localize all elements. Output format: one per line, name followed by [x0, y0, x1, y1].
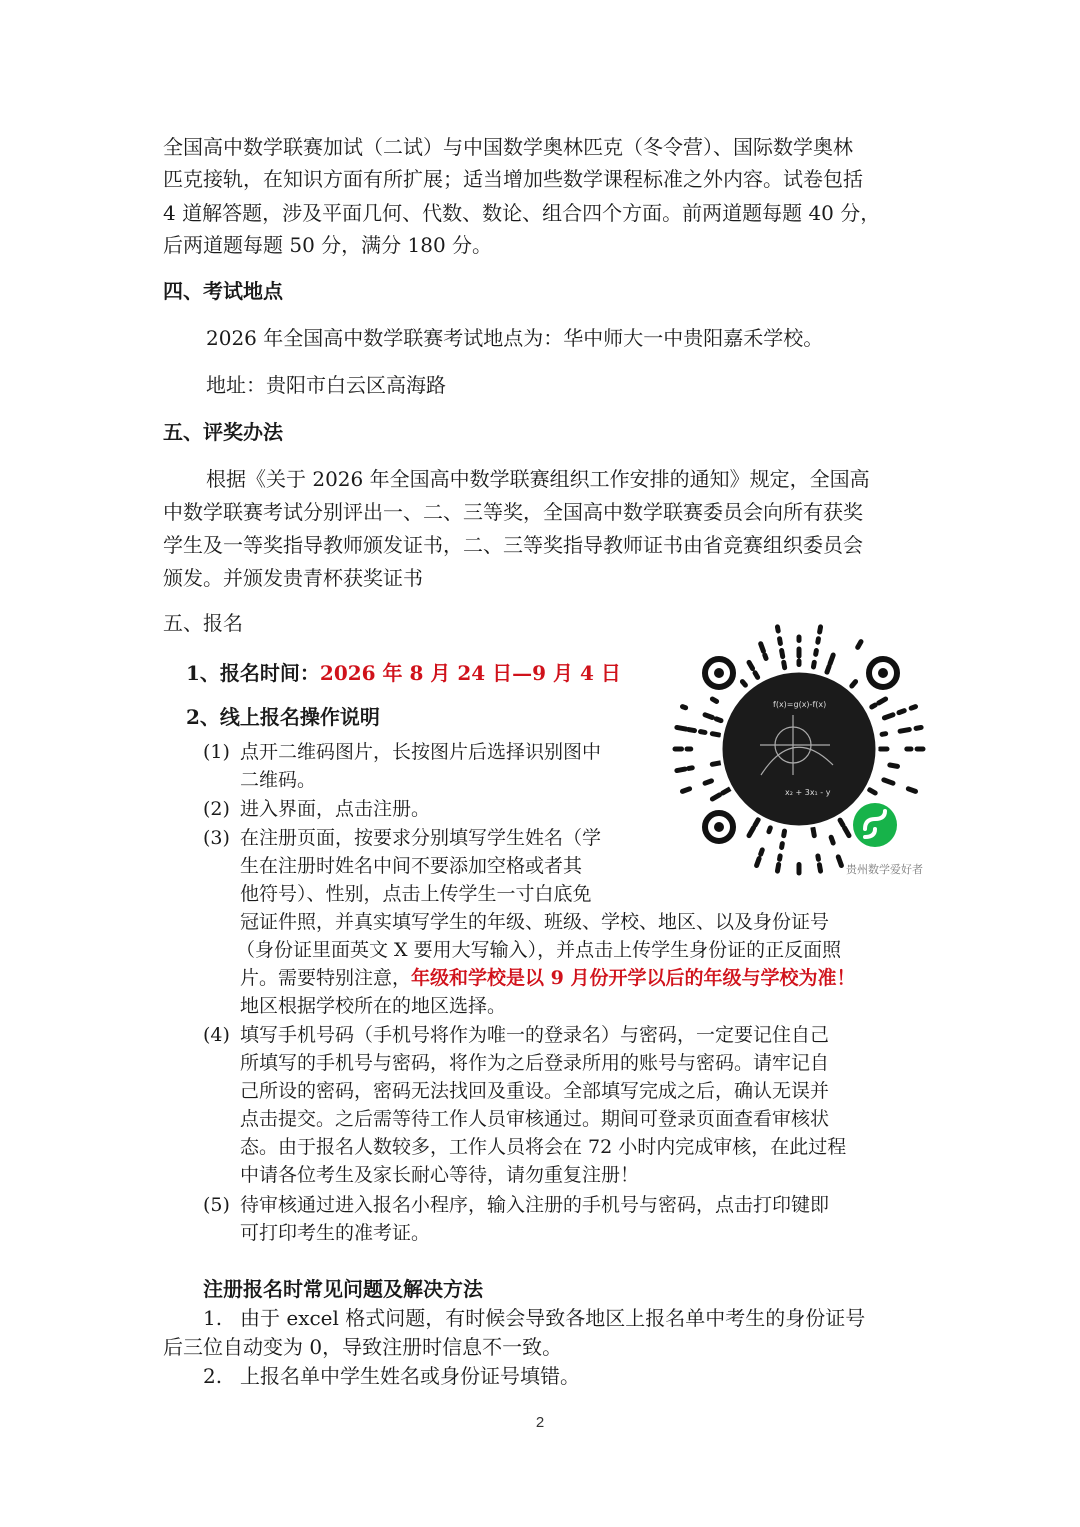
step-3-line-3: 他符号）、性别，点击上传学生一寸白底免 — [240, 883, 592, 905]
qr-dash — [761, 850, 763, 854]
step-3-line-6-text: 片。需要特别注意， — [240, 967, 412, 989]
step-3-number: (3) — [203, 827, 230, 849]
qr-dash — [845, 828, 849, 836]
qr-dash — [755, 673, 758, 678]
step-3-line-2: 生在注册时姓名中间不要添加空格或者其 — [240, 855, 583, 877]
reg-time-row — [186, 659, 621, 687]
qr-dash — [890, 765, 898, 766]
qr-dash — [712, 699, 716, 701]
qr-dash — [705, 715, 712, 718]
qr-dash — [818, 856, 819, 859]
step-5-line-1: 待审核通过进入报名小程序，输入注册的手机号与密码，点击打印键即 — [240, 1194, 830, 1216]
step-3-line-4: 冠证件照，并真实填写学生的年级、班级、学校、地区、以及身份证号 — [240, 911, 830, 933]
qr-dash — [820, 627, 821, 632]
qr-dash — [830, 655, 833, 664]
step-4-line-3: 己所设的密码，密码无法找回及重设。全部填写完成之后，确认无误并 — [240, 1080, 830, 1102]
qr-dash — [777, 864, 778, 871]
qr-dash — [784, 662, 785, 667]
qr-dash — [689, 768, 693, 769]
qr-finder-bottom-left — [705, 813, 733, 841]
award-line-3: 学生及一等奖指导教师颁发证书，二、三等奖指导教师证书由省竞赛组织委员会 — [163, 533, 863, 557]
qr-dash — [882, 734, 886, 735]
reg-time-label: 1、报名时间： — [186, 661, 320, 685]
faq-2-number: 2. — [203, 1364, 223, 1388]
qr-dash — [816, 651, 817, 655]
qr-dash — [749, 828, 754, 836]
qr-dash — [705, 781, 711, 783]
qr-dash — [879, 699, 886, 703]
qr-dash — [813, 828, 814, 835]
qr-dash — [852, 682, 856, 686]
qr-code-graphic — [665, 615, 933, 883]
qr-dash — [682, 789, 689, 792]
qr-dash — [900, 730, 909, 732]
qr-dash — [782, 651, 783, 657]
online-reg-label: 2、线上报名操作说明 — [186, 705, 380, 729]
reg-time-value: 2026 年 8 月 24 日—9 月 4 日 — [319, 661, 621, 685]
award-line-1: 根据《关于 2026 年全国高中数学联赛组织工作安排的通知》规定，全国高 — [206, 467, 870, 491]
qr-dash — [723, 788, 731, 793]
qr-finder-top-left — [705, 659, 733, 687]
qr-dash — [742, 682, 745, 686]
qr-dash — [677, 727, 686, 729]
qr-dash — [840, 820, 843, 825]
step-3-line-1: 在注册页面，按要求分别填写学生姓名（学 — [240, 827, 602, 849]
qr-dash — [755, 820, 758, 826]
qr-dash — [916, 727, 921, 728]
step-4-line-1: 填写手机号码（手机号将作为唯一的登录名）与密码，一定要记住自己 — [240, 1024, 830, 1046]
qr-formula-1: f(x)=g(x)-f(x) — [773, 700, 827, 709]
step-1-line-1: 点开二维码图片，长按图片后选择识别图中 — [240, 741, 602, 763]
faq-heading: 注册报名时常见问题及解决方法 — [203, 1277, 483, 1301]
mini-program-qr-code[interactable] — [665, 615, 933, 883]
step-4-line-5: 态。由于报名人数较多，工作人员将会在 72 小时内完成审核，在此过程 — [240, 1136, 847, 1158]
step-4-line-6: 中请各位考生及家长耐心等待，请勿重复注册！ — [240, 1164, 640, 1186]
qr-dash — [884, 780, 893, 783]
qr-finder-top-right — [869, 659, 897, 687]
step-5-line-2: 可打印考生的准考证。 — [240, 1222, 431, 1244]
qr-dash — [769, 828, 770, 832]
qr-dash — [884, 715, 893, 718]
qr-dash — [757, 859, 760, 866]
award-line-2: 中数学联赛考试分别评出一、二、三等奖，全国高中数学联赛委员会向所有获奖 — [163, 500, 863, 524]
qr-dash — [784, 831, 785, 836]
venue-text: 2026 年全国高中数学联赛考试地点为：华中师大一中贵阳嘉禾学校。 — [206, 326, 824, 350]
qr-dash — [712, 734, 719, 735]
qr-dash — [777, 627, 778, 631]
page-number: 2 — [535, 1414, 545, 1431]
qr-dash — [677, 769, 685, 770]
faq-2-line-1: 上报名单中学生姓名或身份证号填错。 — [240, 1364, 580, 1388]
award-line-4: 颁发。并颁发贵青杯获奖证书 — [163, 566, 423, 590]
qr-dash — [813, 662, 814, 667]
step-5-number: (5) — [203, 1194, 230, 1216]
qr-dash — [712, 763, 722, 765]
step-2-line-1: 进入界面，点击注册。 — [240, 798, 431, 820]
qr-dash — [899, 711, 904, 713]
qr-dash — [858, 642, 861, 648]
qr-dash — [838, 857, 841, 866]
step-3-line-7: 地区根据学校所在的地区选择。 — [240, 995, 507, 1017]
qr-dash — [765, 655, 766, 658]
qr-dash — [818, 639, 819, 643]
qr-dash — [870, 790, 876, 793]
faq-1-line-2: 后三位自动变为 0，导致注册时信息不一致。 — [163, 1335, 563, 1359]
qr-dash — [908, 789, 915, 792]
qr-dash — [749, 662, 753, 668]
step-2-number: (2) — [203, 798, 230, 820]
qr-dash — [712, 795, 719, 799]
qr-dash — [682, 707, 685, 708]
qr-formula-2: x₂ + 3x₁ - y — [785, 788, 831, 797]
intro-line-3: 4 道解答题，涉及平面几何、代数、数论、组合四个方面。前两道题每题 40 分， — [163, 201, 881, 225]
step-4-number: (4) — [203, 1024, 230, 1046]
step-3-emphasis: 年级和学校是以 9 月份开学以后的年级与学校为准！ — [411, 967, 856, 989]
step-4-line-4: 点击提交。之后需等待工作人员审核通过。期间可登录页面查看审核状 — [240, 1108, 830, 1130]
qr-dash — [872, 705, 875, 707]
qr-dash — [780, 856, 781, 859]
step-3-line-6 — [240, 964, 855, 992]
qr-watermark: 贵州数学爱好者 — [846, 863, 923, 876]
faq-1-line-1: 由于 excel 格式问题，有时候会导致各地区上报名单中考生的身份证号 — [240, 1306, 866, 1330]
step-1-number: (1) — [203, 741, 230, 763]
section-6-heading: 五、报名 — [163, 611, 243, 635]
address-text: 地址：贵阳市白云区高海路 — [206, 373, 446, 397]
step-3-line-5: （身份证里面英文 X 要用大写输入），并点击上传学生身份证的正反面照 — [236, 939, 842, 961]
faq-1-number: 1. — [203, 1306, 223, 1330]
qr-dash — [780, 639, 781, 644]
qr-dash — [819, 865, 820, 871]
qr-dash — [827, 666, 829, 672]
mini-program-logo-icon — [853, 803, 897, 847]
qr-dash — [831, 837, 833, 843]
step-4-line-2: 所填写的手机号与密码，将作为之后登录所用的账号与密码。请牢记自 — [240, 1052, 830, 1074]
step-1-line-2: 二维码。 — [240, 769, 317, 791]
qr-dash — [782, 844, 783, 848]
section-4-heading: 四、考试地点 — [163, 279, 283, 303]
qr-dash — [716, 719, 721, 721]
qr-dash — [689, 730, 695, 731]
section-5-heading: 五、评奖办法 — [163, 420, 283, 444]
qr-dash — [911, 707, 915, 709]
qr-dash — [701, 732, 705, 733]
intro-line-2: 匹克接轨，在知识方面有所扩展；适当增加些数学课程标准之外内容。试卷包括 — [163, 167, 863, 191]
intro-line-1: 全国高中数学联赛加试（二试）与中国数学奥林匹克（冬令营）、国际数学奥林 — [163, 135, 853, 159]
intro-line-4: 后两道题每题 50 分，满分 180 分。 — [163, 233, 493, 257]
qr-dash — [761, 644, 764, 652]
